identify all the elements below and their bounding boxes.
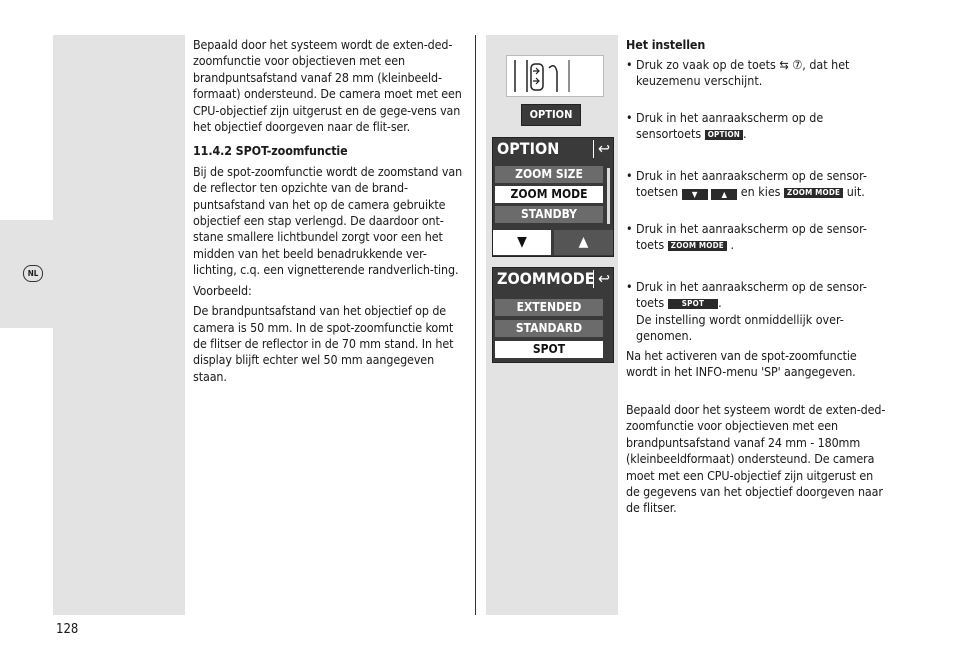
menu-item-spot[interactable]: SPOT: [495, 341, 603, 358]
section-heading: 11.4.2 SPOT-zoomfunctie: [193, 143, 348, 159]
zoommode-screen-title: ZOOMMODE: [497, 269, 595, 288]
zoom-mode-tag: ZOOM MODE: [668, 241, 727, 251]
option-back-icon[interactable]: ↩: [593, 140, 610, 158]
up-arrow-tag: ▲: [711, 189, 737, 200]
bullet: •: [626, 279, 633, 294]
zoom-mode-tag: ZOOM MODE: [784, 188, 843, 198]
step-4-text: Druk in het aanraakscherm op de sensor-toets: [636, 221, 867, 253]
menu-item-standard[interactable]: STANDARD: [495, 320, 603, 337]
example-paragraph: De brandpuntsafstand van het objectief op de camera is 50 mm. In de spot-zoomfunctie komt de flitser de reflector in de 70 mm stand. In het display blijft echter wel 50 mm aangegeven staan.: [193, 303, 454, 384]
example-label: Voorbeeld:: [193, 282, 252, 298]
page-number: 128: [56, 622, 79, 637]
bullet: •: [626, 221, 633, 236]
zoommode-back-icon[interactable]: ↩: [593, 270, 610, 288]
bullet: •: [626, 57, 633, 72]
step-3-mid: en kies: [740, 184, 781, 200]
flash-button-illustration: [506, 55, 604, 97]
spot-zoom-paragraph: Bij de spot-zoomfunctie wordt de zoomstand van de reflector ten opzichte van de brand-puntsafstand van het op de camera gebruikte objectief een stap verlengd. De daardoor ont-stane smallere lichtbundel zorgt voor een het midden van het beeld benadrukkende ver-lichting, c.q. een vignetterende randverlich-ting.: [193, 163, 463, 278]
step-2-text: Druk in het aanraakscherm op de sensortoets: [636, 110, 824, 142]
step-3-text: Druk in het aanraakscherm op de sensor-toetsen: [636, 168, 867, 200]
step-3: [626, 168, 886, 201]
menu-item-zoom-size[interactable]: ZOOM SIZE: [495, 166, 603, 183]
left-gray-column: [53, 35, 185, 615]
menu-scrollbar[interactable]: [607, 168, 610, 224]
up-arrow-icon: ▲: [578, 234, 589, 250]
zoommode-menu-screen: [492, 267, 614, 363]
menu-item-standby[interactable]: STANDBY: [495, 206, 603, 223]
step-2: [626, 110, 886, 143]
down-arrow-tag: ▼: [682, 189, 708, 200]
option-button[interactable]: [521, 104, 581, 126]
final-paragraph: Bepaald door het systeem wordt de exten-ded-zoomfunctie voor objectieven met een brandpuntsafstand vanaf 24 mm - 180mm (kleinbeeldformaat) ondersteund. De camera moet met een CPU-objectief zijn uitgerust en de gegevens van het objectief doorgeven naar de flitser.: [626, 402, 886, 516]
option-screen-title: OPTION: [497, 139, 560, 158]
column-divider: [475, 35, 476, 615]
language-label: NL: [27, 269, 39, 278]
step-5-end: .: [718, 295, 722, 311]
step-2-end: .: [743, 126, 747, 142]
option-tag: OPTION: [705, 130, 743, 140]
step-5-note: De instelling wordt onmiddellijk over-genomen.: [636, 311, 844, 344]
step-3-end: uit.: [846, 184, 865, 200]
bullet: •: [626, 168, 633, 183]
option-button-label: OPTION: [529, 108, 573, 121]
up-arrow-button[interactable]: [554, 230, 613, 255]
step-5: [626, 279, 886, 345]
language-tab-badge: [23, 265, 43, 282]
left-text-column: [193, 37, 468, 385]
bullet: •: [626, 110, 633, 125]
down-arrow-button[interactable]: [493, 230, 551, 255]
spot-tag: SPOT: [668, 299, 718, 309]
button-press-icon: [507, 56, 603, 96]
option-menu-screen: [492, 137, 614, 257]
intro-paragraph: Bepaald door het systeem wordt de exten-ded-zoomfunctie voor objectieven met een brandpuntsafstand vanaf 28 mm (kleinbeeld-formaat) ondersteund. De camera moet met een CPU-objectief zijn uitgerust en de gege-vens van het objectief doorgeven naar de flit-ser.: [193, 37, 462, 135]
after-activation-text: Na het activeren van de spot-zoomfunctie wordt in het INFO-menu 'SP' aangegeven.: [626, 348, 857, 380]
menu-item-zoom-mode[interactable]: ZOOM MODE: [495, 186, 603, 203]
step-1: [626, 57, 886, 90]
menu-item-extended[interactable]: EXTENDED: [495, 299, 603, 316]
step-4-end: .: [730, 237, 734, 253]
instructions-heading: Het instellen: [626, 37, 706, 52]
step-4: [626, 221, 886, 254]
step-1-text: Druk zo vaak op de toets ⇆ ⑦, dat het keuzemenu verschijnt.: [636, 57, 850, 89]
down-arrow-icon: ▼: [517, 234, 527, 250]
step-5-text: Druk in het aanraakscherm op de sensor-toets: [636, 279, 867, 311]
